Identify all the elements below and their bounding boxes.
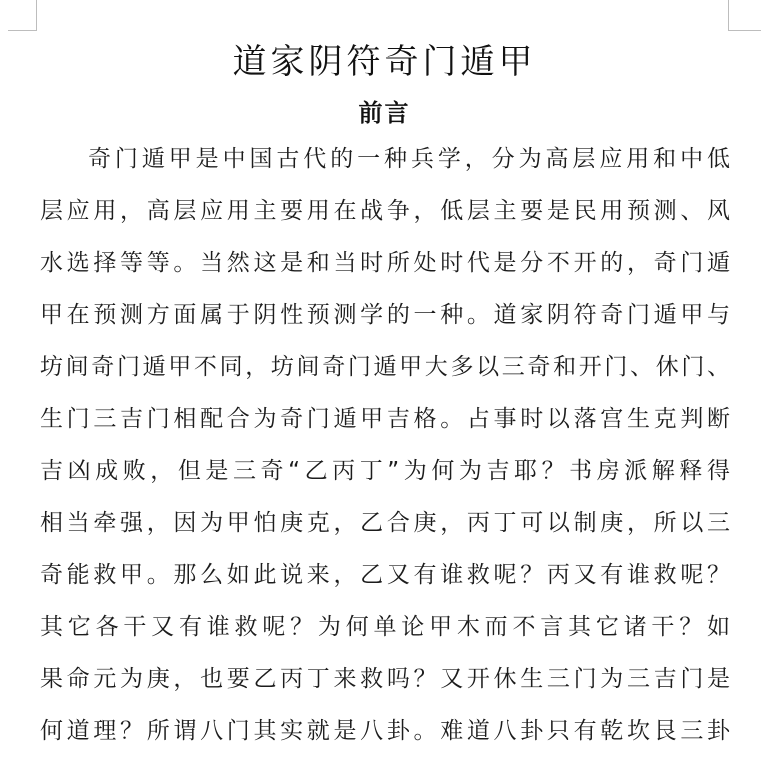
text-line: 生门三吉门相配合为奇门遁甲吉格。占事时以落宫生克判断	[40, 406, 730, 432]
text-line: 坊间奇门遁甲不同，坊间奇门遁甲大多以三奇和开门、休门、	[40, 354, 730, 380]
text-line: 奇门遁甲是中国古代的一种兵学，分为高层应用和中低	[88, 146, 730, 172]
text-line: 相当牵强，因为甲怕庚克，乙合庚，丙丁可以制庚，所以三	[40, 510, 730, 536]
text-line: 何道理？所谓八门其实就是八卦。难道八卦只有乾坎艮三卦	[40, 718, 730, 744]
section-heading: 前言	[358, 99, 411, 127]
text-line: 果命元为庚，也要乙丙丁来救吗？又开休生三门为三吉门是	[40, 666, 730, 692]
document-title: 道家阴符奇门遁甲	[232, 42, 537, 82]
text-line: 层应用，高层应用主要用在战争，低层主要是民用预测、风	[40, 198, 730, 224]
page-corner-mark-top-right	[728, 0, 761, 31]
text-line: 吉凶成败，但是三奇“乙丙丁”为何为吉耶？书房派解释得	[40, 458, 730, 484]
body-paragraph	[40, 133, 730, 757]
page-corner-mark-top-left	[8, 0, 37, 31]
text-line: 甲在预测方面属于阴性预测学的一种。道家阴符奇门遁甲与	[40, 302, 730, 328]
text-line: 奇能救甲。那么如此说来，乙又有谁救呢？丙又有谁救呢？	[40, 562, 730, 588]
text-line: 其它各干又有谁救呢？为何单论甲木而不言其它诸干？如	[40, 614, 730, 640]
text-line: 水选择等等。当然这是和当时所处时代是分不开的，奇门遁	[40, 250, 730, 276]
